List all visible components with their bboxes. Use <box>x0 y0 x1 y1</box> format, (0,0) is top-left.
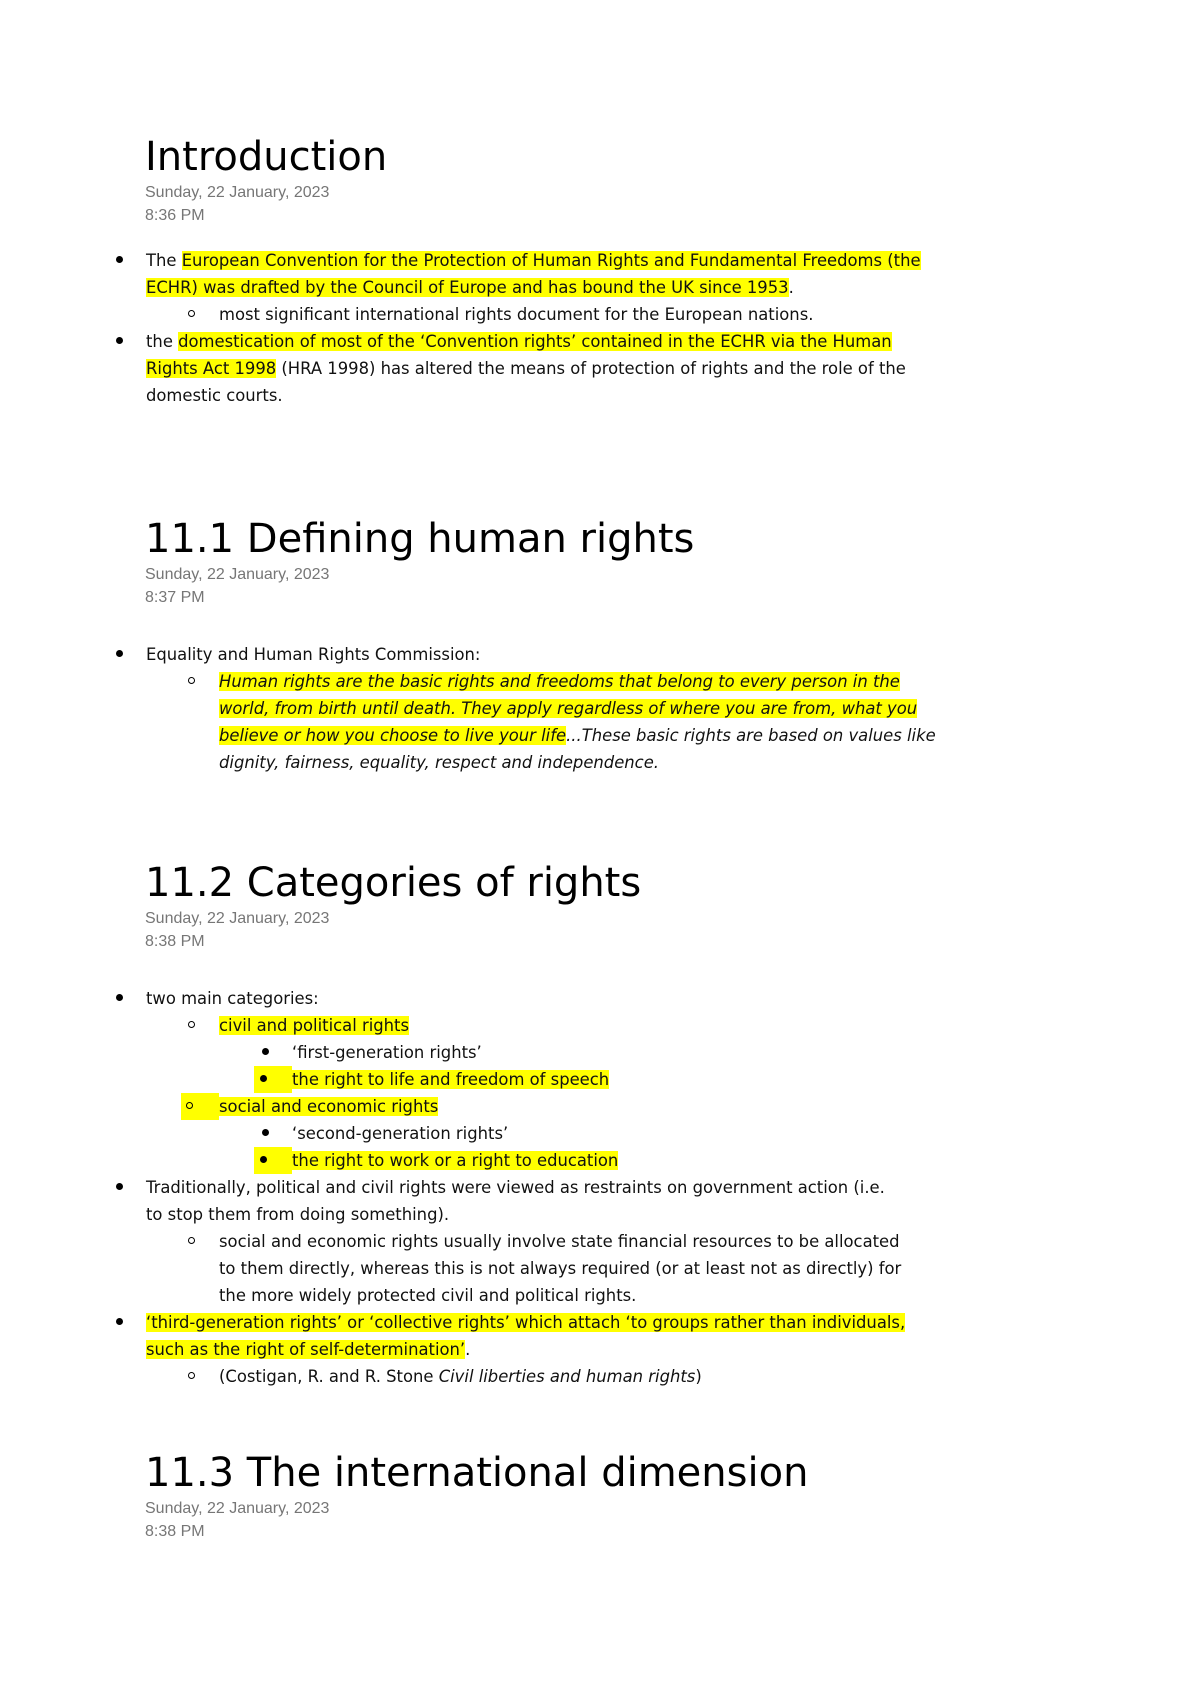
categories-list <box>0 985 1200 1390</box>
highlighted-text: European Convention for the Protection of Human Rights and Fundamental Freedoms (the ECHR) was drafted by the Council of Europe and has bound the UK since 1953 <box>146 251 921 297</box>
list-item: most significant international rights document for the European nations. <box>219 305 814 324</box>
list-item: Human rights are the basic rights and freedoms that belong to every person in the world, from birth until death. They apply regardless of where you are from, what you believe or how you choose to live your life...These basic rights are based on values like dignity, fairness, equality, respect and independence. <box>219 672 936 772</box>
highlighted-text: civil and political rights <box>219 1016 410 1035</box>
highlighted-text: social and economic rights <box>219 1097 439 1116</box>
section-time: 8:36 PM <box>145 207 205 224</box>
list-item: the domestication of most of the ‘Convention rights’ contained in the ECHR via the Human Rights Act 1998 (HRA 1998) has altered the means of protection of rights and the role of the domestic courts. <box>146 332 906 405</box>
highlighted-text: the right to work or a right to education <box>292 1151 619 1170</box>
section-categories-of-rights <box>145 859 1085 953</box>
introduction-list <box>0 247 1200 409</box>
highlighted-text: domestication of most of the ‘Convention rights’ contained in the ECHR via the Human Rights Act 1998 <box>146 332 892 378</box>
section-defining-human-rights <box>145 515 1085 609</box>
section-time: 8:38 PM <box>145 1523 205 1540</box>
section-title: 11.2 Categories of rights <box>145 860 642 906</box>
section-time: 8:37 PM <box>145 589 205 606</box>
list-item: Equality and Human Rights Commission: <box>146 645 481 664</box>
bullet-disc-icon <box>254 1066 292 1093</box>
citation-title: Civil liberties and human rights <box>438 1367 696 1386</box>
section-date: Sunday, 22 January, 2023 <box>145 910 330 927</box>
list-item: ‘first-generation rights’ <box>292 1043 482 1062</box>
section-title: 11.1 Defining human rights <box>145 516 695 562</box>
highlighted-text: Human rights are the basic rights and freedoms that belong to every person in the world, from birth until death. They apply regardless of where you are from, what you believe or how you choose to live your life <box>219 672 918 745</box>
list-item: ‘third-generation rights’ or ‘collective rights’ which attach ‘to groups rather than individuals, such as the right of self-determination’. <box>146 1313 906 1359</box>
list-item <box>292 1066 972 1093</box>
list-item <box>219 1093 979 1120</box>
list-item <box>219 1012 979 1039</box>
section-international-dimension <box>145 1449 1085 1543</box>
list-item: social and economic rights usually involve state financial resources to be allocated to them directly, whereas this is not always required (or at least not as directly) for the more widely protected civil and political rights. <box>219 1232 902 1305</box>
section-introduction <box>145 133 1085 227</box>
section-time: 8:38 PM <box>145 933 205 950</box>
list-item: two main categories: <box>146 989 319 1008</box>
section-date: Sunday, 22 January, 2023 <box>145 184 330 201</box>
section-date: Sunday, 22 January, 2023 <box>145 566 330 583</box>
highlighted-text: ‘third-generation rights’ or ‘collective rights’ which attach ‘to groups rather than individuals, such as the right of self-determination’ <box>146 1313 906 1359</box>
defining-list <box>0 641 1200 776</box>
bullet-disc-icon <box>254 1147 292 1174</box>
list-item: (Costigan, R. and R. Stone Civil liberties and human rights) <box>219 1367 702 1386</box>
list-item: Traditionally, political and civil rights were viewed as restraints on government action (i.e. to stop them from doing something). <box>146 1178 885 1224</box>
list-item: The European Convention for the Protection of Human Rights and Fundamental Freedoms (the ECHR) was drafted by the Council of Europe and has bound the UK since 1953. <box>146 251 921 297</box>
section-date: Sunday, 22 January, 2023 <box>145 1500 330 1517</box>
list-item: ‘second-generation rights’ <box>292 1124 509 1143</box>
section-title: Introduction <box>145 134 388 180</box>
bullet-circle-icon <box>181 1093 219 1120</box>
highlighted-text: the right to life and freedom of speech <box>292 1070 610 1089</box>
list-item <box>292 1147 972 1174</box>
section-title: 11.3 The international dimension <box>145 1450 809 1496</box>
